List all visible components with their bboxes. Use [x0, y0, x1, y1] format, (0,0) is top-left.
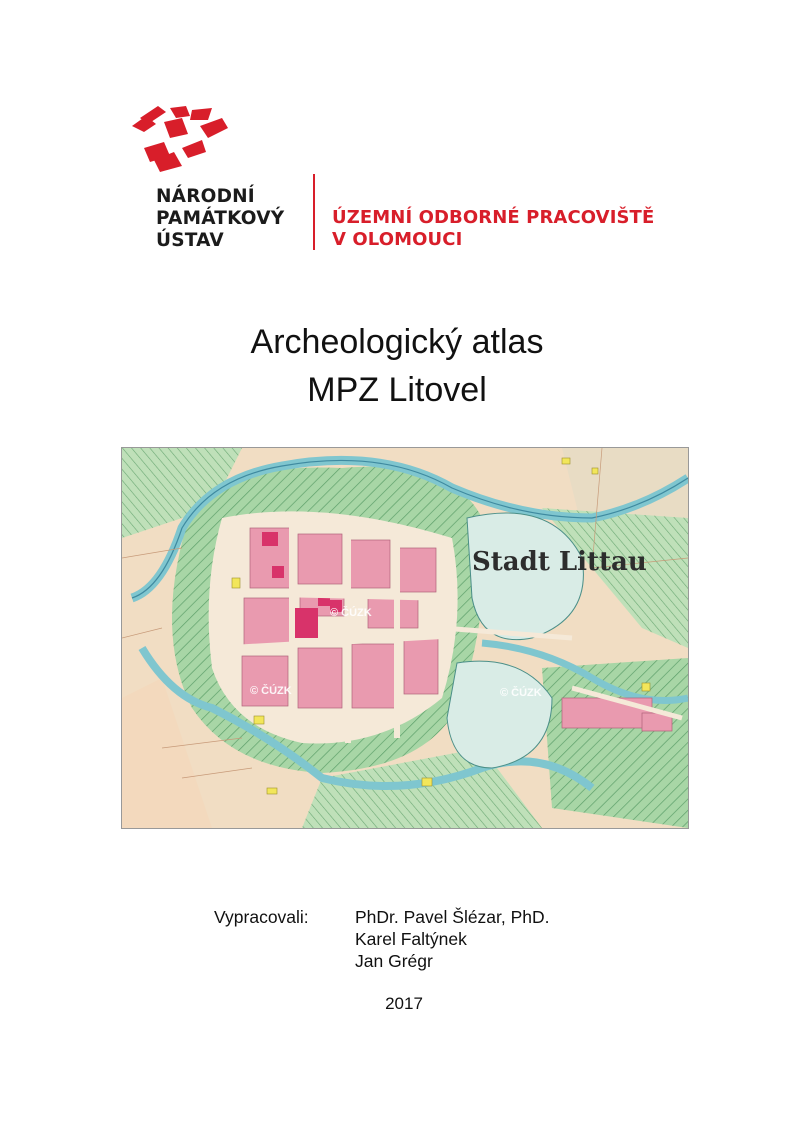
map-watermark: © ČÚZK	[250, 685, 292, 697]
map-label: Stadt Littau	[472, 547, 647, 577]
organization-name	[156, 186, 306, 252]
credits-label: Vypracovali:	[214, 907, 309, 927]
author-name: Karel Faltýnek	[355, 929, 467, 949]
historical-map-image	[121, 447, 689, 829]
publication-year: 2017	[385, 994, 423, 1013]
author-name: Jan Grégr	[355, 951, 433, 971]
organization-name-line: NÁRODNÍ	[156, 186, 255, 207]
title-line: MPZ Litovel	[307, 371, 487, 409]
document-title	[0, 318, 794, 414]
npu-logo-mark	[130, 104, 234, 174]
organization-name-line: PAMÁTKOVÝ	[156, 208, 285, 229]
credits-authors	[355, 906, 550, 972]
department-line: ÚZEMNÍ ODBORNÉ PRACOVIŠTĚ	[332, 207, 655, 228]
map-watermark: © ČÚZK	[330, 607, 372, 619]
organization-name-line: ÚSTAV	[156, 230, 224, 251]
author-name: PhDr. Pavel Šlézar, PhD.	[355, 907, 550, 927]
department-line: V OLOMOUCI	[332, 229, 463, 250]
map-watermark: © ČÚZK	[500, 687, 542, 699]
logo-divider	[313, 174, 315, 250]
title-line: Archeologický atlas	[250, 323, 544, 361]
organization-department	[332, 207, 692, 251]
